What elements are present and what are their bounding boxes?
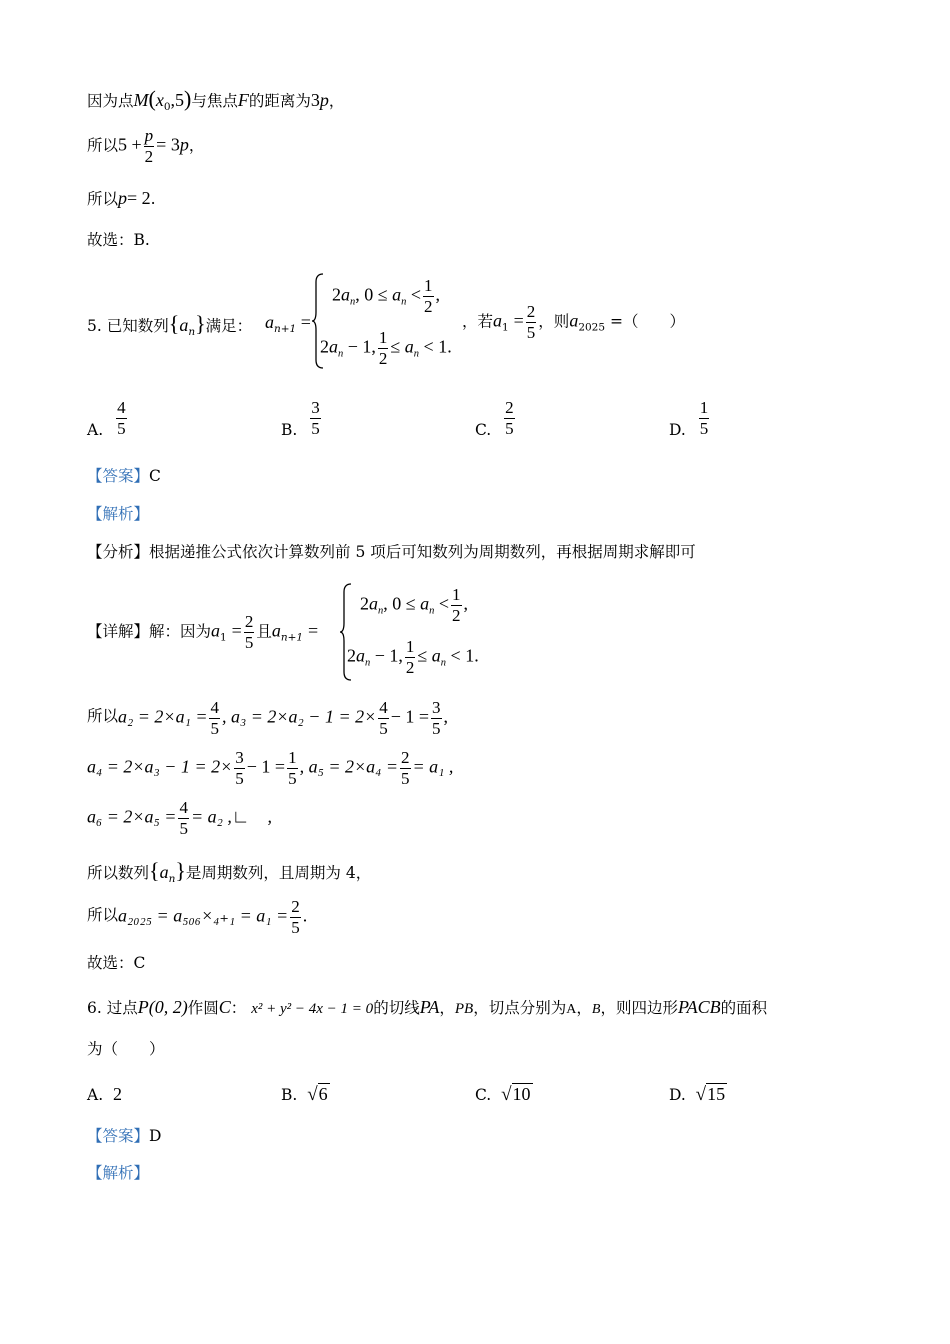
answer-6: 【答案】D [87, 1127, 162, 1145]
period-statement: 所以数列$\{a_n\}$是周期数列，且周期为 4， [87, 858, 372, 885]
q5-option-c[interactable]: C. $\frac{2}{5}$ [475, 398, 514, 439]
detailed-solution-head: 【详解】解：因为$a_1$ = $\frac{2}{5}$ 且$a_{n+1}$ = [87, 612, 319, 652]
question-5-stem: 5. 已知数列$\{a_n\}$满足： [87, 311, 253, 338]
line-equation-p: 所以5 + $\frac{p}{2}$ = 3p， [87, 126, 205, 166]
solution-case-1: $2a_n$, $0 \le a_n$ < $\frac{1}{2}$ , [360, 585, 469, 625]
question-6-stem: 6. 过点P(0, 2)作圆C： x² + y² − 4x − 1 = 0的切线PA，PB，切点分别为A，B，则四边形PACB的面积 [87, 997, 768, 1017]
q5-option-a[interactable]: A. $\frac{4}{5}$ [87, 398, 126, 439]
question-5-condition: ，若$a_1$ = $\frac{2}{5}$ ，则$a_{2025}$ =（ ） [462, 302, 685, 342]
question-6-stem-end: 为（ ） [87, 1040, 165, 1058]
calc-line-3: a₆ = 2×a₅ = $\frac{4}{5}$ = a₂ ,∟ , [87, 798, 272, 838]
q5-option-b[interactable]: B. $\frac{3}{5}$ [281, 398, 320, 439]
question-5-lhs: $a_{n+1}$ = [265, 312, 311, 335]
calc-line-2: a₄ = 2×a₃ − 1 = 2× $\frac{3}{5}$ − 1 = $\frac{1}{5}$ , a₅ = 2×a₄ = $\frac{2}{5}$ = a₁ , [87, 748, 454, 788]
q6-option-b[interactable]: B. √6 [281, 1084, 328, 1105]
line-p-value: 所以p= 2. [87, 188, 156, 208]
q5-option-d[interactable]: D. $\frac{1}{5}$ [669, 398, 709, 439]
analysis-summary: 【分析】根据递推公式依次计算数列前 5 项后可知数列为周期数列，再根据周期求解即可 [87, 543, 696, 561]
fraction-p-over-2: $\frac{p}{2}$ [144, 126, 154, 166]
q6-option-a[interactable]: A. 2 [87, 1084, 122, 1104]
line-distance-condition: 因为点$M(x_0,5)$与焦点F的距离为3p， [87, 86, 345, 113]
q5-case-1: $2a_n$, $0 \le a_n$ < $\frac{1}{2}$ , [332, 276, 441, 316]
line-choose-c: 故选：C [87, 954, 146, 972]
line-choose-b: 故选：B. [87, 231, 150, 249]
calc-line-1: 所以a₂ = 2×a₁ = $\frac{4}{5}$ , a₃ = 2×a₂ − 1 = 2× $\frac{4}{5}$ − 1 = $\frac{3}{5}$ , [87, 698, 449, 738]
q6-option-d[interactable]: D. √15 [669, 1084, 726, 1105]
solution-case-2: $2a_n - 1$, $\frac{1}{2}$ ≤ $a_n < 1$. [347, 637, 479, 677]
answer-5: 【答案】C [87, 467, 161, 485]
analysis-5-tag: 【解析】 [87, 505, 150, 523]
analysis-6-tag: 【解析】 [87, 1164, 150, 1182]
final-computation: 所以a₂₀₂₅ = a₅₀₆×₄₊₁ = a₁ = $\frac{2}{5}$ . [87, 897, 308, 937]
q6-option-c[interactable]: C. √10 [475, 1084, 531, 1105]
q5-case-2: $2a_n - 1$, $\frac{1}{2}$ ≤ $a_n < 1$. [320, 328, 452, 368]
